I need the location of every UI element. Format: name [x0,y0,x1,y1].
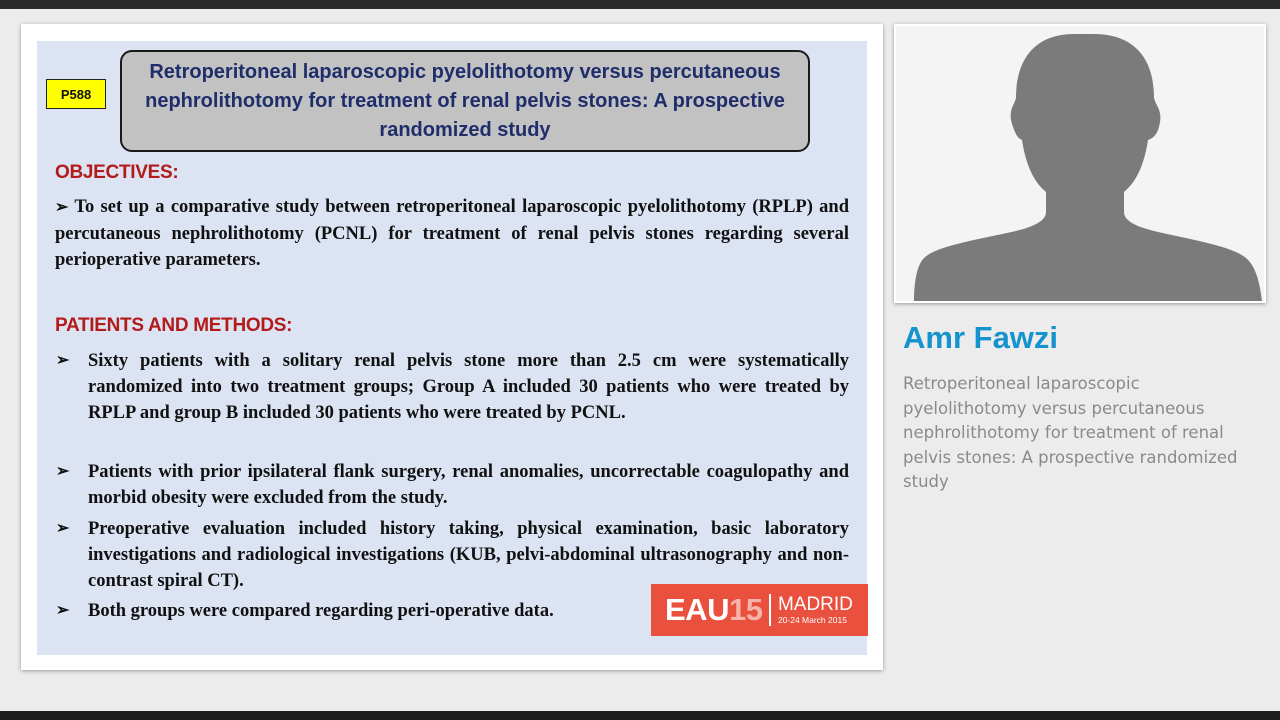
methods-bullet [56,348,849,426]
brand-dates: 20-24 March 2015 [777,615,847,626]
arrow-bullet-icon: ➢ [56,520,70,537]
brand-eau: EAU [665,592,729,627]
methods-bullet-text: Both groups were compared regarding peri-operative data. [88,601,554,621]
person-silhouette-icon [896,26,1264,301]
methods-bullet-text: Preoperative evaluation included history taking, physical examination, basic laboratory investigations and radiological investigations (KUB, pelvi-abdominal ultrasonography and non-contrast spiral CT). [88,519,849,591]
brand-divider [769,594,771,626]
talk-title: Retroperitoneal laparoscopic pyelolithotomy versus percutaneous nephrolithotomy for treatment of renal pelvis stones: A prospective randomized study [903,374,1238,491]
arrow-bullet-icon: ➢ [55,199,69,216]
slide-title: Retroperitoneal laparoscopic pyelolithotomy versus percutaneous nephrolithotomy for treatment of renal pelvis stones: A prospective randomized study [120,50,810,152]
methods-heading: PATIENTS AND METHODS: [55,315,293,336]
poster-code-badge: P588 [46,79,106,109]
arrow-bullet-icon: ➢ [56,463,70,480]
objectives-heading: OBJECTIVES: [55,162,179,183]
bottom-bar [0,711,1280,720]
brand-location [778,595,853,625]
speaker-name: Amr Fawzi [903,320,1059,355]
methods-bullet [56,598,648,624]
arrow-bullet-icon: ➢ [56,602,70,619]
brand-year: 15 [728,592,763,627]
top-bar [0,0,1280,9]
presentation-slide [37,41,867,655]
eau15-madrid-logo [651,584,868,636]
methods-bullet [56,459,849,511]
objectives-text [55,194,849,273]
speaker-photo [894,24,1266,303]
slide-panel [21,24,883,670]
brand-city: MADRID [777,594,853,616]
methods-bullet-text: Sixty patients with a solitary renal pelvis stone more than 2.5 cm were systematically randomized into two treatment groups; Group A included 30 patients who were treated by RPLP and group B included 30 patients who were treated by PCNL. [88,351,849,423]
arrow-bullet-icon: ➢ [56,352,70,369]
methods-bullet-text: Patients with prior ipsilateral flank surgery, renal anomalies, uncorrectable coagulopathy and morbid obesity were excluded from the study. [88,462,849,508]
objectives-bullet-text: To set up a comparative study between retroperitoneal laparoscopic pyelolithotomy (RPLP) and percutaneous nephrolithotomy (PCNL) for treatment of renal pelvis stones regarding several perioperative parameters. [55,197,849,270]
methods-bullet [56,516,849,594]
